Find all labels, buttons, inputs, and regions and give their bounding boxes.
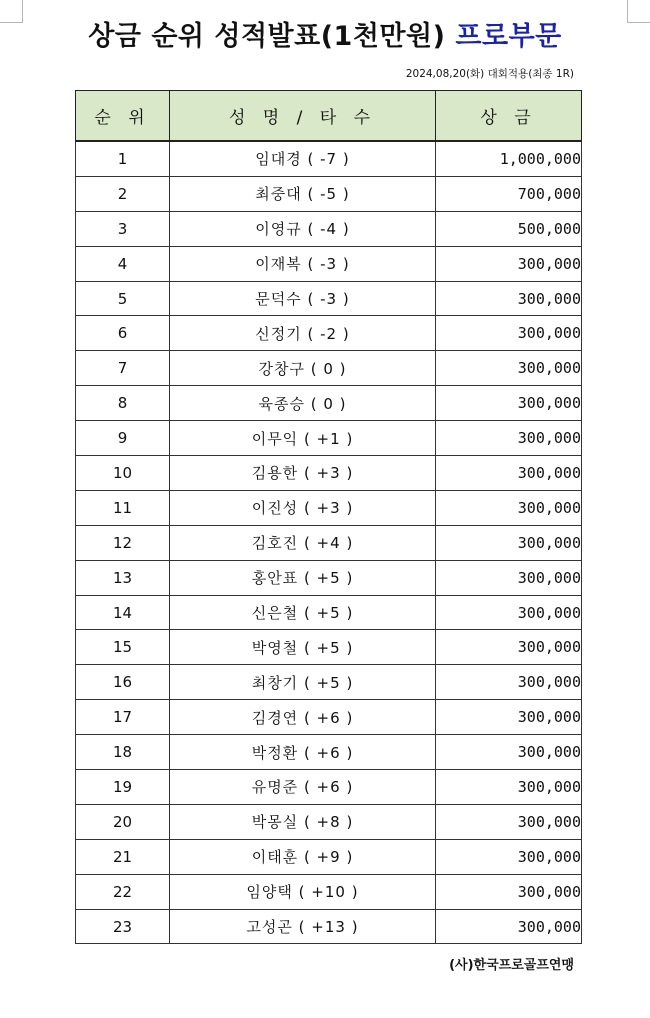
prize-cell: 1,000,000 [436, 141, 582, 176]
name-score-cell: 이태훈 ( +9 ) [170, 839, 436, 874]
prize-cell: 300,000 [436, 560, 582, 595]
name-score-cell: 이진성 ( +3 ) [170, 490, 436, 525]
table-row [76, 909, 582, 944]
rank-cell: 19 [76, 770, 170, 805]
rank-cell: 8 [76, 386, 170, 421]
prize-cell: 300,000 [436, 386, 582, 421]
rank-cell: 6 [76, 316, 170, 351]
table-row [76, 770, 582, 805]
prize-ranking-table [75, 90, 582, 944]
prize-cell: 300,000 [436, 351, 582, 386]
table-row [76, 386, 582, 421]
prize-cell: 300,000 [436, 316, 582, 351]
table-row [76, 246, 582, 281]
table-row [76, 316, 582, 351]
table-header [76, 91, 582, 142]
rank-cell: 2 [76, 176, 170, 211]
name-score-cell: 유명준 ( +6 ) [170, 770, 436, 805]
name-score-cell: 김용한 ( +3 ) [170, 456, 436, 491]
rank-cell: 18 [76, 735, 170, 770]
prize-cell: 300,000 [436, 525, 582, 560]
table-body [76, 141, 582, 944]
name-score-cell: 박정환 ( +6 ) [170, 735, 436, 770]
table-row [76, 490, 582, 525]
rank-cell: 4 [76, 246, 170, 281]
title-division: 프로부문 [455, 21, 562, 52]
header-rank: 순 위 [76, 91, 170, 142]
rank-cell: 7 [76, 351, 170, 386]
prize-cell: 300,000 [436, 700, 582, 735]
prize-cell: 300,000 [436, 246, 582, 281]
table-row [76, 630, 582, 665]
table-row [76, 595, 582, 630]
rank-cell: 20 [76, 804, 170, 839]
name-score-cell: 홍안표 ( +5 ) [170, 560, 436, 595]
prize-cell: 700,000 [436, 176, 582, 211]
rank-cell: 17 [76, 700, 170, 735]
header-prize: 상 금 [436, 91, 582, 142]
rank-cell: 12 [76, 525, 170, 560]
table-row [76, 735, 582, 770]
table-row [76, 700, 582, 735]
name-score-cell: 이무익 ( +1 ) [170, 421, 436, 456]
page-title [0, 14, 650, 53]
prize-cell: 300,000 [436, 630, 582, 665]
rank-cell: 5 [76, 281, 170, 316]
table-row [76, 141, 582, 176]
name-score-cell: 김호진 ( +4 ) [170, 525, 436, 560]
name-score-cell: 임대경 ( -7 ) [170, 141, 436, 176]
table-row [76, 421, 582, 456]
prize-cell: 300,000 [436, 839, 582, 874]
table-row [76, 874, 582, 909]
rank-cell: 15 [76, 630, 170, 665]
name-score-cell: 육종승 ( 0 ) [170, 386, 436, 421]
rank-cell: 1 [76, 141, 170, 176]
name-score-cell: 고성곤 ( +13 ) [170, 909, 436, 944]
table-row [76, 804, 582, 839]
name-score-cell: 박영철 ( +5 ) [170, 630, 436, 665]
name-score-cell: 박몽실 ( +8 ) [170, 804, 436, 839]
prize-cell: 300,000 [436, 770, 582, 805]
rank-cell: 3 [76, 211, 170, 246]
prize-cell: 300,000 [436, 874, 582, 909]
table-row [76, 211, 582, 246]
rank-cell: 16 [76, 665, 170, 700]
name-score-cell: 신은철 ( +5 ) [170, 595, 436, 630]
prize-cell: 300,000 [436, 421, 582, 456]
name-score-cell: 이재복 ( -3 ) [170, 246, 436, 281]
name-score-cell: 문덕수 ( -3 ) [170, 281, 436, 316]
table-row [76, 560, 582, 595]
prize-cell: 300,000 [436, 665, 582, 700]
name-score-cell: 이영규 ( -4 ) [170, 211, 436, 246]
prize-cell: 300,000 [436, 456, 582, 491]
rank-cell: 11 [76, 490, 170, 525]
name-score-cell: 최중대 ( -5 ) [170, 176, 436, 211]
name-score-cell: 김경연 ( +6 ) [170, 700, 436, 735]
table-row [76, 351, 582, 386]
prize-cell: 300,000 [436, 804, 582, 839]
name-score-cell: 강창구 ( 0 ) [170, 351, 436, 386]
prize-cell: 300,000 [436, 490, 582, 525]
header-name-score: 성 명 / 타 수 [170, 91, 436, 142]
name-score-cell: 최창기 ( +5 ) [170, 665, 436, 700]
prize-cell: 300,000 [436, 595, 582, 630]
rank-cell: 10 [76, 456, 170, 491]
organization-name: (사)한국프로골프연맹 [449, 958, 574, 973]
table-row [76, 525, 582, 560]
table-row [76, 456, 582, 491]
name-score-cell: 임양택 ( +10 ) [170, 874, 436, 909]
rank-cell: 13 [76, 560, 170, 595]
prize-cell: 500,000 [436, 211, 582, 246]
name-score-cell: 신정기 ( -2 ) [170, 316, 436, 351]
rank-cell: 14 [76, 595, 170, 630]
title-main: 상금 순위 성적발표(1천만원) [88, 21, 446, 52]
prize-cell: 300,000 [436, 909, 582, 944]
rank-cell: 23 [76, 909, 170, 944]
prize-cell: 300,000 [436, 735, 582, 770]
table-row [76, 176, 582, 211]
prize-cell: 300,000 [436, 281, 582, 316]
table-row [76, 839, 582, 874]
table-row [76, 665, 582, 700]
header-row [76, 91, 582, 142]
rank-cell: 22 [76, 874, 170, 909]
rank-cell: 21 [76, 839, 170, 874]
event-date-info: 2024,08,20(화) 대회적용(최종 1R) [405, 68, 574, 80]
rank-cell: 9 [76, 421, 170, 456]
table-row [76, 281, 582, 316]
